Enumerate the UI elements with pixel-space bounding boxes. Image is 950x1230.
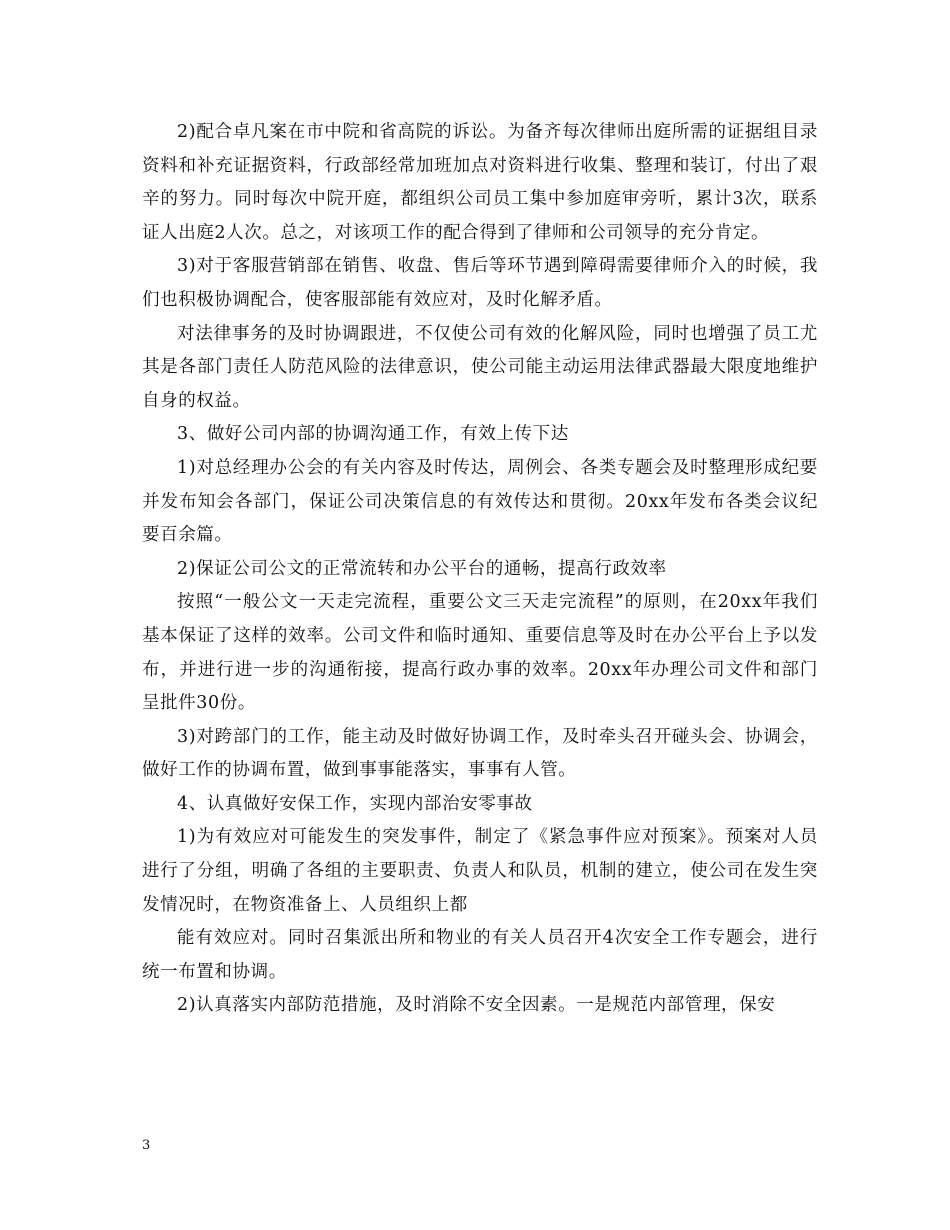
paragraph: 3)对于客服营销部在销售、收盘、售后等环节遇到障碍需要律师介入的时候，我们也积极协调配合，使客服部能有效应对，及时化解矛盾。 bbox=[142, 256, 818, 310]
paragraph: 能有效应对。同时召集派出所和物业的有关人员召开4次安全工作专题会，进行统一布置和协调。 bbox=[142, 928, 818, 982]
document-body bbox=[142, 116, 818, 1023]
paragraph: 1)为有效应对可能发生的突发事件，制定了《紧急事件应对预案》。预案对人员进行了分组，明确了各组的主要职责、负责人和队员，机制的建立，使公司在发生突发情况时，在物资准备上、人员组织上都 bbox=[142, 827, 818, 915]
paragraph: 3)对跨部门的工作，能主动及时做好协调工作，及时牵头召开碰头会、协调会，做好工作的协调布置，做到事事能落实，事事有人管。 bbox=[142, 726, 818, 781]
paragraph: 1)对总经理办公会的有关内容及时传达，周例会、各类专题会及时整理形成纪要并发布知会各部门，保证公司决策信息的有效传达和贯彻。20xx年发布各类会议纪要百余篇。 bbox=[142, 457, 818, 546]
paragraph: 2)认真落实内部防范措施，及时消除不安全因素。一是规范内部管理，保安 bbox=[177, 995, 776, 1016]
page-number: 3 bbox=[142, 1138, 151, 1153]
paragraph: 2)保证公司公文的正常流转和办公平台的通畅，提高行政效率 bbox=[177, 558, 667, 579]
paragraph: 对法律事务的及时协调跟进，不仅使公司有效的化解风险，同时也增强了员工尤其是各部门责任人防范风险的法律意识，使公司能主动运用法律武器最大限度地维护自身的权益。 bbox=[142, 323, 818, 411]
paragraph: 2)配合卓凡案在市中院和省高院的诉讼。为备齐每次律师出庭所需的证据组目录资料和补充证据资料，行政部经常加班加点对资料进行收集、整理和装订，付出了艰辛的努力。同时每次中院开庭，都组织公司员工集中参加庭审旁听，累计3次，联系证人出庭2人次。总之，对该项工作的配合得到了律师和公司领导的充分肯定。 bbox=[142, 122, 818, 243]
paragraph: 按照“一般公文一天走完流程，重要公文三天走完流程”的原则，在20xx年我们基本保证了这样的效率。公司文件和临时通知、重要信息等及时在办公平台上予以发布，并进行进一步的沟通衔接，提高行政办事的效率。20xx年办理公司文件和部门呈批件30份。 bbox=[142, 592, 818, 714]
section-heading: 4、认真做好安保工作，实现内部治安零事故 bbox=[177, 793, 533, 814]
section-heading: 3、做好公司内部的协调沟通工作，有效上传下达 bbox=[177, 424, 569, 445]
